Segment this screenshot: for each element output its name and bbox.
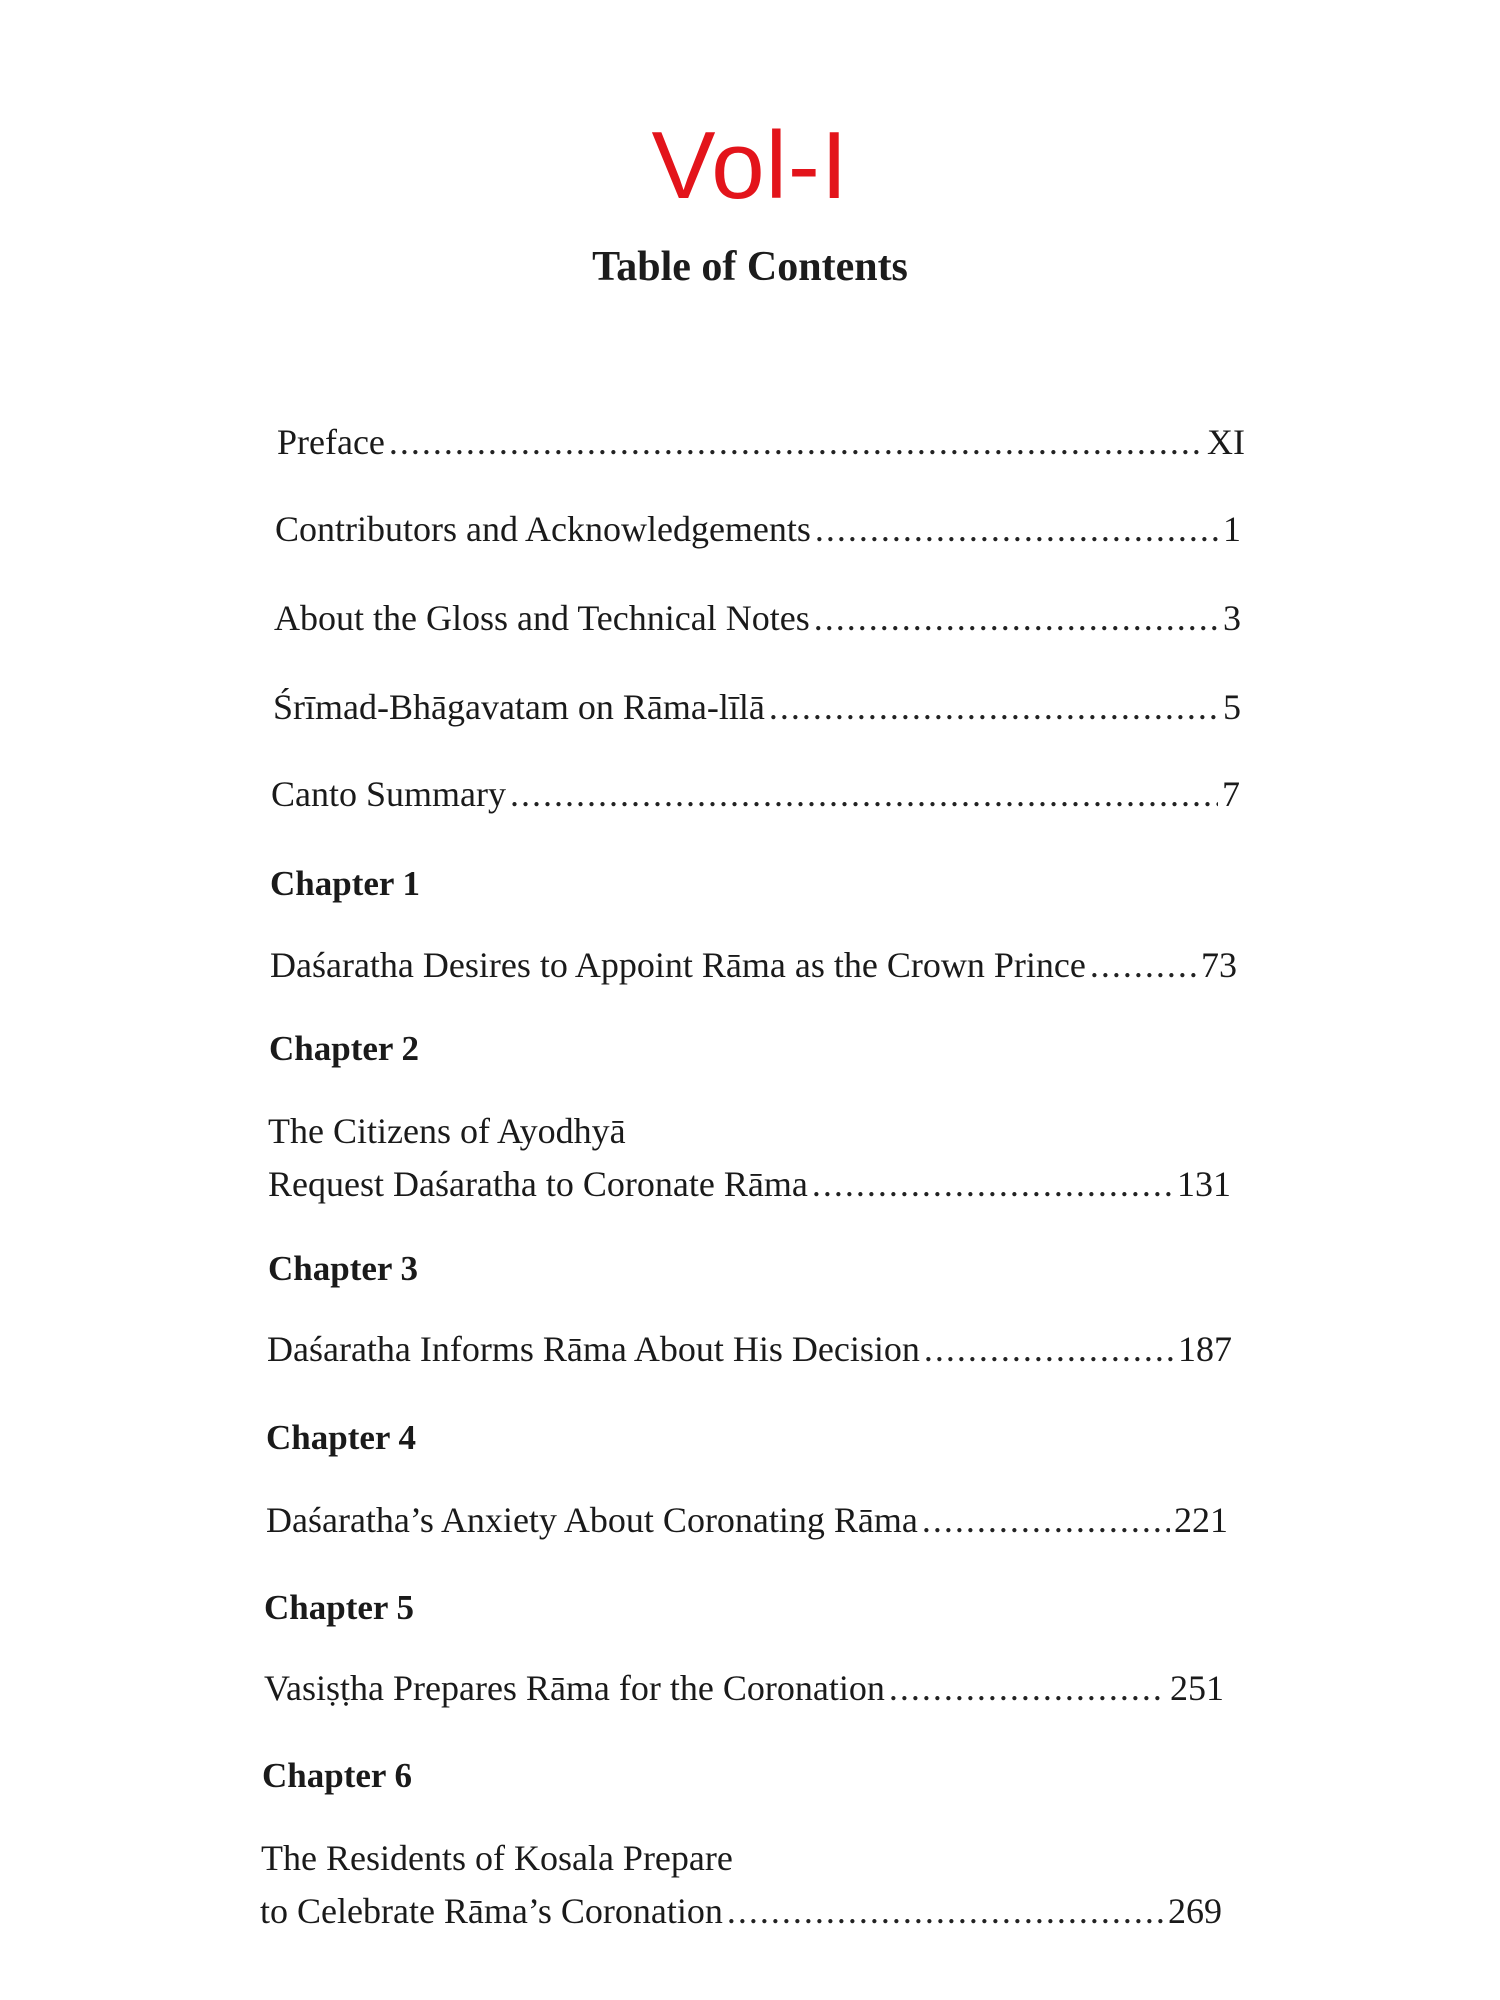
dot-leader (727, 1893, 1164, 1929)
chapter-label: Chapter 2 (269, 1029, 420, 1068)
dot-leader (1090, 947, 1197, 983)
toc-entry-page: 131 (1177, 1164, 1231, 1204)
toc-entry-contributors (275, 511, 1241, 547)
toc-entry-chapter-1 (270, 947, 1237, 983)
toc-entry-chapter-3 (267, 1331, 1232, 1367)
toc-entry-page: 73 (1201, 945, 1237, 985)
dot-leader (814, 600, 1219, 636)
toc-entry-page: 269 (1168, 1891, 1222, 1931)
toc-entry-title: About the Gloss and Technical Notes (274, 598, 810, 638)
toc-entry-page: 251 (1170, 1668, 1224, 1708)
toc-entry-page: 221 (1174, 1500, 1228, 1540)
toc-entry-title: Śrīmad-Bhāgavatam on Rāma-līlā (273, 687, 765, 727)
dot-leader (924, 1331, 1174, 1367)
toc-entry-title-line1: The Citizens of Ayodhyā (268, 1111, 626, 1151)
toc-entry-chapter-6 (260, 1893, 1222, 1929)
toc-entry-page: 1 (1223, 509, 1241, 549)
toc-entry-page: 3 (1223, 598, 1241, 638)
toc-entry-srimad (273, 689, 1241, 725)
dot-leader (812, 1166, 1173, 1202)
chapter-label: Chapter 4 (266, 1418, 417, 1457)
dot-leader (815, 511, 1219, 547)
toc-entry-page: 5 (1223, 687, 1241, 727)
toc-entry-title-line1: The Residents of Kosala Prepare (261, 1838, 733, 1878)
toc-entry-page: XI (1207, 422, 1245, 462)
dot-leader (889, 1670, 1166, 1706)
chapter-label: Chapter 1 (270, 864, 421, 903)
toc-entry-title: Contributors and Acknowledgements (275, 509, 811, 549)
toc-entry-title: to Celebrate Rāma’s Coronation (260, 1891, 723, 1931)
toc-heading: Table of Contents (592, 244, 908, 290)
toc-entry-title: Vasiṣṭha Prepares Rāma for the Coronation (264, 1668, 885, 1708)
toc-entry-title: Preface (277, 422, 385, 462)
toc-entry-canto-summary (271, 776, 1240, 812)
toc-entry-chapter-5 (264, 1670, 1224, 1706)
dot-leader (389, 424, 1203, 460)
chapter-label: Chapter 5 (264, 1588, 415, 1627)
toc-entry-title: Request Daśaratha to Coronate Rāma (268, 1164, 808, 1204)
toc-entry-title: Daśaratha Informs Rāma About His Decision (267, 1329, 920, 1369)
chapter-label: Chapter 3 (268, 1249, 419, 1288)
chapter-label: Chapter 6 (262, 1756, 413, 1795)
toc-entry-chapter-2 (268, 1166, 1231, 1202)
toc-entry-preface (277, 424, 1245, 460)
volume-title: Vol-I (651, 112, 849, 219)
dot-leader (510, 776, 1218, 812)
toc-entry-title: Canto Summary (271, 774, 506, 814)
toc-entry-title: Daśaratha Desires to Appoint Rāma as the Crown Prince (270, 945, 1086, 985)
toc-entry-title: Daśaratha’s Anxiety About Coronating Rāma (266, 1500, 918, 1540)
dot-leader (769, 689, 1219, 725)
dot-leader (922, 1502, 1170, 1538)
toc-entry-page: 187 (1178, 1329, 1232, 1369)
toc-entry-gloss (274, 600, 1241, 636)
toc-entry-chapter-4 (266, 1502, 1228, 1538)
toc-entry-page: 7 (1222, 774, 1240, 814)
